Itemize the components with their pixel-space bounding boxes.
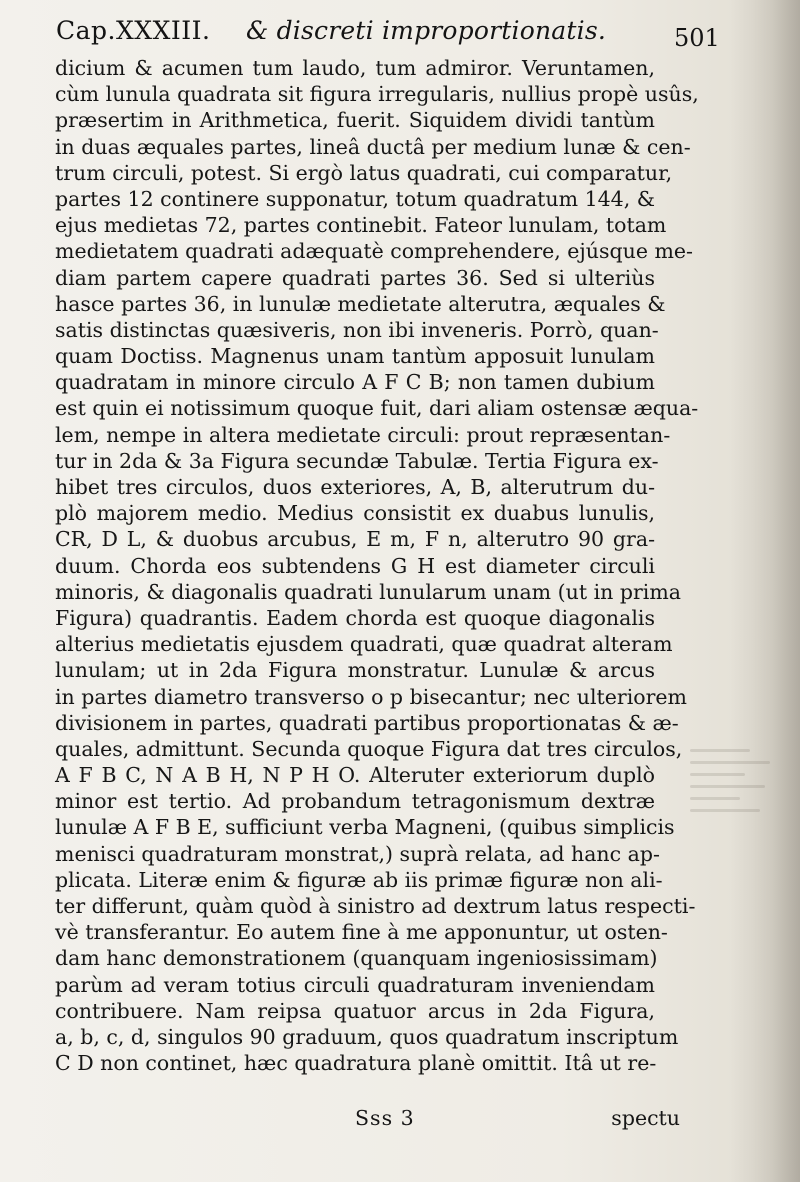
text-line: satis distinctas quæsiveris, non ibi inveneris. Porrò, quan- xyxy=(55,317,659,342)
text-line: menisci quadraturam monstrat,) suprà relata, ad hanc ap- xyxy=(55,841,660,866)
text-line: lunulæ A F B E, sufficiunt verba Magneni, (quibus simplicis xyxy=(55,815,675,840)
body-text xyxy=(55,55,699,1076)
text-line: in duas æquales partes, lineâ ductâ per medium lunæ & cen- xyxy=(55,134,691,159)
text-line: ejus medietas 72, partes continebit. Fateor lunulam, totam xyxy=(55,213,667,238)
text-line: lunulam; ut in 2da Figura monstratur. Lunulæ & arcus xyxy=(55,658,655,683)
text-line: quales, admittunt. Secunda quoque Figura dat tres circulos, xyxy=(55,736,683,761)
text-line: A F B C, N A B H, N P H O. Alteruter exteriorum duplò xyxy=(55,763,655,788)
text-line: Figura) quadrantis. Eadem chorda est quoque diagonalis xyxy=(55,605,655,630)
text-line: vè transferantur. Eo autem fine à me apponuntur, ut osten- xyxy=(55,920,668,945)
text-line: medietatem quadrati adæquatè comprehendere, ejúsque me- xyxy=(55,239,693,264)
text-line: quam Doctiss. Magnenus unam tantùm apposuit lunulam xyxy=(55,344,655,369)
text-line: C D non continet, hæc quadratura planè omittit. Itâ ut re- xyxy=(55,1051,657,1076)
text-line: parùm ad veram totius circuli quadraturam inveniendam xyxy=(55,972,655,997)
text-line: CR, D L, & duobus arcubus, E m, F n, alterutro 90 gra- xyxy=(55,527,655,552)
catchword: spectu xyxy=(611,1106,680,1130)
text-line: lem, nempe in altera medietate circuli: prout repræsentan- xyxy=(55,422,671,447)
text-line: dam hanc demonstrationem (quanquam ingeniosissimam) xyxy=(55,946,658,971)
bleed-through-margin-notes xyxy=(690,740,780,860)
text-line: præsertim in Arithmetica, fuerit. Siquidem dividi tantùm xyxy=(55,108,655,133)
text-line: in partes diametro transverso o p bisecantur; nec ulteriorem xyxy=(55,684,687,709)
text-line: trum circuli, potest. Si ergò latus quadrati, cui comparatur, xyxy=(55,160,673,185)
text-line: tur in 2da & 3a Figura secundæ Tabulæ. Tertia Figura ex- xyxy=(55,448,659,473)
text-line: partes 12 continere supponatur, totum quadratum 144, & xyxy=(55,186,655,211)
text-line: hasce partes 36, in lunulæ medietate alterutra, æquales & xyxy=(55,291,666,316)
signature-mark: Sss 3 xyxy=(355,1106,415,1130)
running-header xyxy=(56,10,776,52)
running-title: & discreti improportionatis. xyxy=(246,16,606,45)
text-line: hibet tres circulos, duos exteriores, A, B, alterutrum du- xyxy=(55,475,655,499)
text-line: ter differunt, quàm quòd à sinistro ad dextrum latus respecti- xyxy=(55,894,696,918)
text-line: cùm lunula quadrata sit figura irregularis, nullius propè usûs, xyxy=(55,82,699,107)
text-line: duum. Chorda eos subtendens G H est diameter circuli xyxy=(55,553,655,578)
text-line: contribuere. Nam reipsa quatuor arcus in 2da Figura, xyxy=(55,998,655,1023)
text-line: alterius medietatis ejusdem quadrati, quæ quadrat alteram xyxy=(55,632,673,657)
text-line: dicium & acumen tum laudo, tum admiror. Veruntamen, xyxy=(55,56,655,80)
page-edge-shadow xyxy=(730,0,800,1182)
text-line: divisionem in partes, quadrati partibus proportionatas & æ- xyxy=(55,710,679,735)
text-line: minor est tertio. Ad probandum tetragonismum dextræ xyxy=(55,789,655,814)
text-line: minoris, & diagonalis quadrati lunularum unam (ut in prima xyxy=(55,579,682,604)
text-line: quadratam in minore circulo A F C B; non tamen dubium xyxy=(55,370,655,395)
text-line: plò majorem medio. Medius consistit ex duabus lunulis, xyxy=(55,501,655,526)
text-line: est quin ei notissimum quoque fuit, dari aliam ostensæ æqua- xyxy=(55,396,699,421)
text-line: a, b, c, d, singulos 90 graduum, quos quadratum inscriptum xyxy=(55,1024,679,1049)
page-number: 501 xyxy=(674,24,720,52)
chapter-heading: Cap.XXXIII. xyxy=(56,16,211,45)
page-footer xyxy=(55,1098,680,1138)
text-line: plicata. Literæ enim & figuræ ab iis primæ figuræ non ali- xyxy=(55,867,663,892)
text-line: diam partem capere quadrati partes 36. Sed si ulteriùs xyxy=(55,265,655,290)
